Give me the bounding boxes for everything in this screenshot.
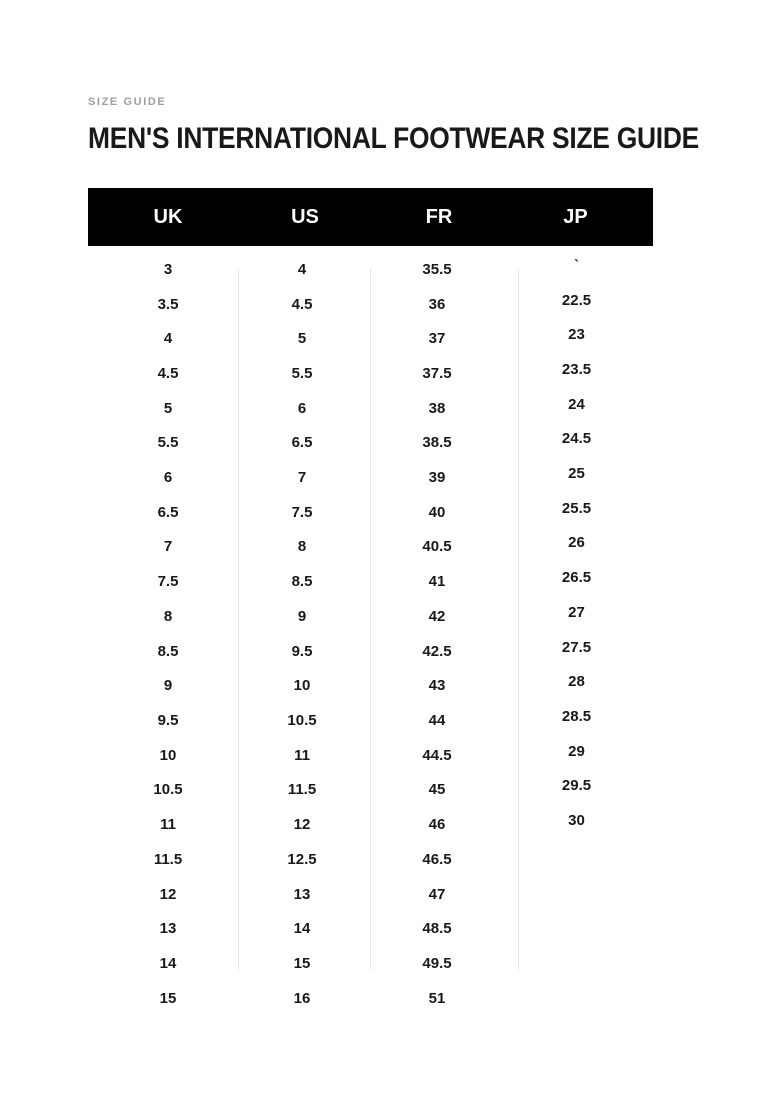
size-cell-fr — [370, 356, 518, 391]
size-value: 11.5 — [153, 850, 183, 868]
size-cell-uk — [88, 946, 238, 981]
size-cell-fr — [370, 252, 518, 287]
size-value: 40 — [428, 503, 446, 521]
size-cell-uk — [88, 738, 238, 773]
size-cell-uk — [88, 877, 238, 912]
size-cell-jp — [518, 287, 653, 322]
size-value: 9.5 — [291, 642, 313, 660]
size-guide-eyebrow: SIZE GUIDE — [88, 96, 167, 108]
size-value: 29 — [568, 742, 585, 760]
size-cell-us — [238, 703, 370, 738]
size-value: 8.5 — [291, 573, 313, 591]
size-cell-jp — [518, 426, 653, 461]
size-value: 45 — [428, 781, 446, 799]
size-value: 28.5 — [561, 707, 592, 725]
size-value: 3.5 — [157, 295, 179, 313]
size-value: 11.5 — [287, 781, 317, 799]
size-value: 38.5 — [422, 434, 452, 452]
size-cell-fr — [370, 703, 518, 738]
size-cell-jp — [518, 703, 653, 738]
column-header-us — [238, 206, 370, 229]
size-value: 37 — [428, 330, 446, 348]
size-value: 15 — [159, 989, 177, 1007]
size-cell-us — [238, 599, 370, 634]
size-value: 6.5 — [157, 503, 179, 521]
size-value: 43 — [428, 677, 446, 695]
size-cell-jp — [518, 495, 653, 530]
size-value: 26 — [568, 534, 585, 552]
size-value: 41 — [428, 573, 446, 591]
size-value: 10 — [159, 746, 177, 764]
size-cell-fr — [370, 391, 518, 426]
size-cell-uk — [88, 495, 238, 530]
size-cell-fr — [370, 634, 518, 669]
size-value: 37.5 — [422, 364, 452, 382]
size-value: 11 — [294, 746, 310, 764]
size-cell-us — [238, 321, 370, 356]
size-cell-fr — [370, 460, 518, 495]
size-value: 23 — [568, 326, 585, 344]
size-cell-us — [238, 356, 370, 391]
size-cell-fr — [370, 599, 518, 634]
size-cell-uk — [88, 426, 238, 461]
size-cell-uk — [88, 703, 238, 738]
size-value: 42 — [428, 607, 446, 625]
size-value: 39 — [428, 469, 446, 487]
size-cell-uk — [88, 564, 238, 599]
size-cell-us — [238, 738, 370, 773]
size-cell-fr — [370, 287, 518, 322]
size-value: 46 — [428, 816, 446, 834]
size-cell-fr — [370, 426, 518, 461]
size-value: 27 — [568, 603, 585, 621]
page-title: MEN'S INTERNATIONAL FOOTWEAR SIZE GUIDE — [88, 122, 700, 155]
size-cell-jp — [518, 807, 653, 842]
size-cell-jp — [518, 981, 653, 1016]
size-value: 9.5 — [157, 711, 179, 729]
size-value: 44 — [428, 711, 446, 729]
size-value: 24 — [568, 395, 585, 413]
size-cell-jp — [518, 564, 653, 599]
size-value: 4 — [163, 330, 173, 348]
size-cell-uk — [88, 807, 238, 842]
size-cell-jp — [518, 946, 653, 981]
size-value: 12 — [293, 816, 311, 834]
size-value: 6 — [297, 399, 307, 417]
size-cell-us — [238, 530, 370, 565]
size-value: 15 — [293, 954, 311, 972]
size-cell-us — [238, 391, 370, 426]
size-value: 3 — [163, 260, 173, 278]
size-value: 42.5 — [422, 642, 452, 660]
size-value: 49.5 — [422, 954, 452, 972]
size-value: 35.5 — [422, 260, 452, 278]
size-cell-us — [238, 877, 370, 912]
size-cell-fr — [370, 842, 518, 877]
size-cell-uk — [88, 356, 238, 391]
size-cell-fr — [370, 946, 518, 981]
size-value: 38 — [428, 399, 446, 417]
size-cell-uk — [88, 911, 238, 946]
size-value: 8 — [297, 538, 307, 556]
size-value: 12.5 — [287, 850, 317, 868]
size-cell-jp — [518, 668, 653, 703]
size-value: 51 — [428, 989, 446, 1007]
size-cell-us — [238, 495, 370, 530]
column-divider — [518, 268, 519, 970]
size-cell-uk — [88, 842, 238, 877]
size-cell-fr — [370, 807, 518, 842]
size-cell-jp — [518, 911, 653, 946]
size-cell-jp — [518, 842, 653, 877]
size-cell-uk — [88, 252, 238, 287]
size-cell-jp — [518, 252, 653, 287]
size-cell-fr — [370, 321, 518, 356]
size-cell-us — [238, 946, 370, 981]
size-cell-us — [238, 773, 370, 808]
size-value: 40.5 — [422, 538, 452, 556]
size-cell-us — [238, 252, 370, 287]
size-value: 29.5 — [561, 777, 592, 795]
size-value: 16 — [293, 989, 311, 1007]
size-cell-us — [238, 807, 370, 842]
size-cell-fr — [370, 877, 518, 912]
size-value: 46.5 — [422, 850, 452, 868]
size-cell-jp — [518, 530, 653, 565]
size-value: 48.5 — [422, 920, 452, 938]
size-cell-jp — [518, 877, 653, 912]
column-header-jp — [518, 206, 653, 229]
size-cell-us — [238, 634, 370, 669]
column-header-label: JP — [563, 205, 588, 228]
size-value: 6 — [163, 469, 173, 487]
size-cell-uk — [88, 321, 238, 356]
size-cell-jp — [518, 321, 653, 356]
size-cell-uk — [88, 287, 238, 322]
size-value: 5.5 — [291, 364, 313, 382]
table-row — [88, 981, 653, 1016]
column-header-label: UK — [153, 205, 183, 228]
size-value: 4 — [297, 260, 307, 278]
size-value: 7 — [297, 469, 307, 487]
size-cell-uk — [88, 391, 238, 426]
size-value: 7 — [163, 538, 173, 556]
size-value: 27.5 — [561, 638, 592, 656]
size-cell-us — [238, 668, 370, 703]
size-cell-fr — [370, 668, 518, 703]
size-value: 13 — [293, 885, 311, 903]
size-value: 10.5 — [153, 781, 183, 799]
size-value: 47 — [428, 885, 446, 903]
size-value: 5 — [163, 399, 173, 417]
size-value: 22.5 — [561, 291, 592, 309]
size-cell-us — [238, 981, 370, 1016]
size-value: 4.5 — [291, 295, 313, 313]
size-cell-jp — [518, 599, 653, 634]
size-cell-us — [238, 911, 370, 946]
size-value: 10 — [293, 677, 311, 695]
size-value: 44.5 — [422, 746, 452, 764]
size-cell-us — [238, 287, 370, 322]
size-value: 30 — [568, 812, 585, 830]
size-cell-uk — [88, 981, 238, 1016]
size-value: 23.5 — [561, 360, 592, 378]
size-value: 28 — [568, 673, 585, 691]
size-value: 13 — [159, 920, 177, 938]
size-value: 9 — [163, 677, 173, 695]
size-cell-fr — [370, 530, 518, 565]
size-cell-uk — [88, 599, 238, 634]
size-cell-fr — [370, 495, 518, 530]
size-value: ` — [574, 256, 579, 274]
column-divider — [370, 268, 371, 970]
size-value: 8 — [163, 607, 173, 625]
size-value: 7.5 — [291, 503, 313, 521]
size-cell-fr — [370, 911, 518, 946]
size-cell-uk — [88, 460, 238, 495]
size-value: 10.5 — [287, 711, 317, 729]
column-header-fr — [370, 206, 518, 229]
size-cell-uk — [88, 634, 238, 669]
size-value: 7.5 — [157, 573, 179, 591]
size-value: 11 — [160, 816, 176, 834]
size-cell-uk — [88, 773, 238, 808]
size-value: 26.5 — [561, 569, 592, 587]
size-cell-us — [238, 426, 370, 461]
size-cell-fr — [370, 738, 518, 773]
column-header-label: US — [291, 205, 319, 228]
size-cell-jp — [518, 738, 653, 773]
size-value: 5 — [297, 330, 307, 348]
size-cell-fr — [370, 981, 518, 1016]
size-value: 25.5 — [561, 499, 592, 517]
column-header-uk — [88, 206, 238, 229]
size-value: 24.5 — [561, 430, 592, 448]
size-value: 4.5 — [157, 364, 179, 382]
size-value: 6.5 — [291, 434, 313, 452]
size-value: 8.5 — [157, 642, 179, 660]
size-cell-uk — [88, 668, 238, 703]
size-cell-fr — [370, 564, 518, 599]
size-value: 12 — [159, 885, 177, 903]
size-cell-us — [238, 564, 370, 599]
size-cell-jp — [518, 773, 653, 808]
size-value: 25 — [568, 465, 585, 483]
table-header — [88, 188, 653, 246]
size-cell-jp — [518, 460, 653, 495]
size-cell-jp — [518, 391, 653, 426]
size-cell-us — [238, 842, 370, 877]
size-cell-fr — [370, 773, 518, 808]
size-value: 9 — [297, 607, 307, 625]
size-cell-uk — [88, 530, 238, 565]
size-cell-us — [238, 460, 370, 495]
size-cell-jp — [518, 634, 653, 669]
size-cell-jp — [518, 356, 653, 391]
size-value: 14 — [293, 920, 311, 938]
size-value: 36 — [428, 295, 446, 313]
column-header-label: FR — [425, 205, 453, 228]
column-divider — [238, 268, 239, 970]
size-value: 14 — [159, 954, 177, 972]
size-value: 5.5 — [157, 434, 179, 452]
